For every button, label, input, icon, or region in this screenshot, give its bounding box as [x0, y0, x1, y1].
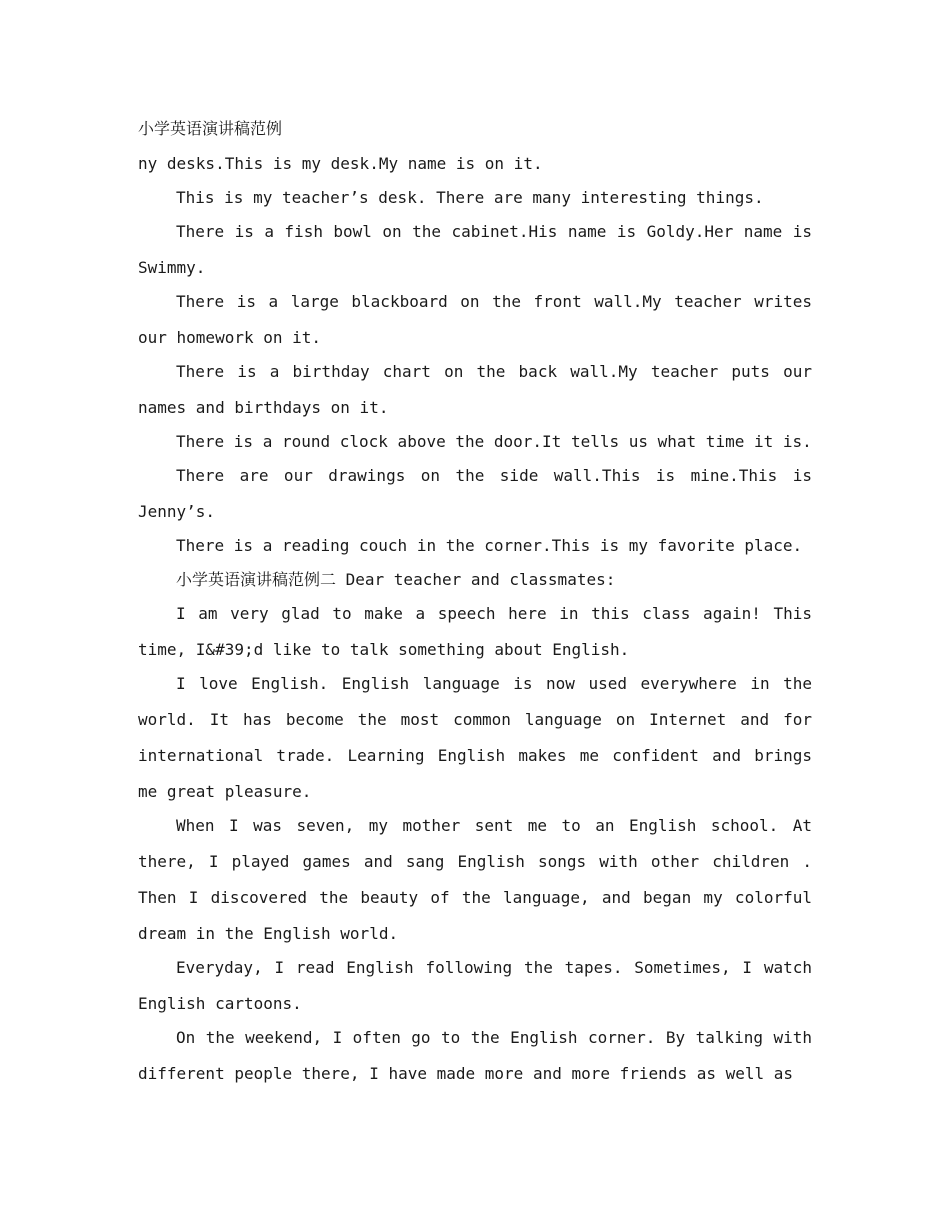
paragraph: There is a birthday chart on the back wall.My teacher puts our names and birthdays on it. — [138, 362, 812, 417]
paragraph: There is a large blackboard on the front wall.My teacher writes our homework on it. — [138, 292, 812, 347]
paragraph: I love English. English language is now used everywhere in the world. It has become the most common language on Internet and for international trade. Learning English makes me confident and brings me great pleasure. — [138, 674, 812, 801]
paragraph: There are our drawings on the side wall.This is mine.This is Jenny’s. — [138, 466, 812, 521]
paragraph: Everyday, I read English following the tapes. Sometimes, I watch English cartoons. — [138, 958, 812, 1013]
paragraph: On the weekend, I often go to the English corner. By talking with different people there, I have made more and more friends as well as — [138, 1028, 812, 1083]
paragraph: There is a reading couch in the corner.This is my favorite place. — [176, 536, 803, 555]
paragraph: When I was seven, my mother sent me to an English school. At there, I played games and sang English songs with other children . Then I discovered the beauty of the language, and began my colorful dream in the English world. — [138, 816, 812, 943]
document-body — [138, 112, 812, 1090]
paragraph: I am very glad to make a speech here in this class again! This time, I&#39;d like to talk something about English. — [138, 604, 812, 659]
paragraph: ny desks.This is my desk.My name is on it. — [138, 154, 543, 173]
paragraph: 小学英语演讲稿范例二 Dear teacher and classmates: — [176, 570, 616, 589]
document-title: 小学英语演讲稿范例 — [138, 119, 283, 138]
paragraph: There is a fish bowl on the cabinet.His name is Goldy.Her name is Swimmy. — [138, 222, 812, 277]
paragraph: There is a round clock above the door.It tells us what time it is. — [176, 432, 812, 451]
paragraph: This is my teacher’s desk. There are many interesting things. — [176, 188, 764, 207]
